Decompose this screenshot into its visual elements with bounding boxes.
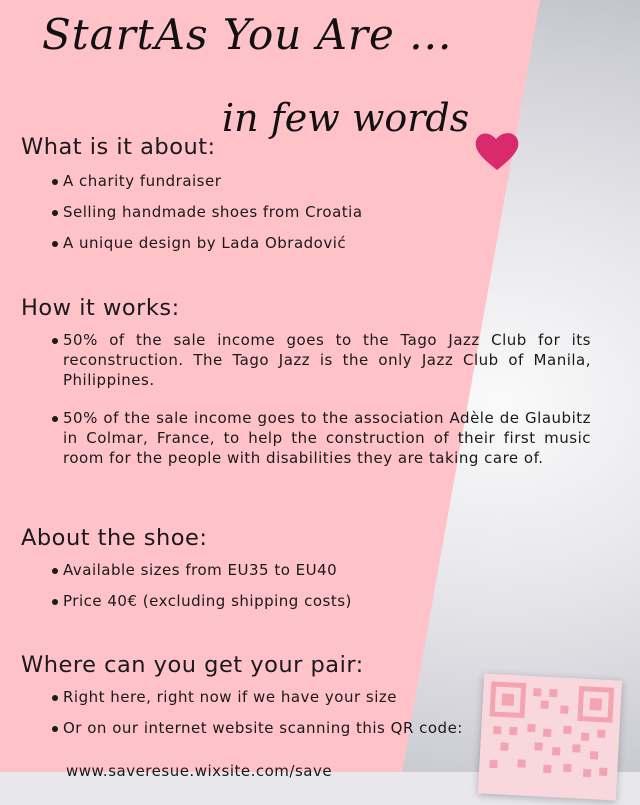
page-subtitle: in few words [222, 96, 470, 140]
bullet-list [21, 171, 591, 253]
list-item: Right here, right now if we have your size [21, 687, 591, 707]
section-heading: Where can you get your pair: [21, 652, 364, 678]
bullet-list [21, 560, 591, 611]
qr-code[interactable] [478, 673, 622, 800]
list-item: 50% of the sale income goes to the Tago Jazz Club for its reconstruction. The Tago Jazz is the only Jazz Club of Manila, Philippines. [21, 330, 591, 390]
qr-code-icon [478, 673, 622, 800]
list-item: Or on our internet website scanning this QR code: [21, 718, 591, 738]
section-how-it-works [21, 295, 591, 468]
list-item: A charity fundraiser [21, 171, 591, 191]
section-about-shoe [21, 525, 591, 622]
list-item: Available sizes from EU35 to EU40 [21, 560, 591, 580]
list-item: 50% of the sale income goes to the association Adèle de Glaubitz in Colmar, France, to help the construction of their first music room for the people with disabilities they are taking care of. [21, 408, 591, 468]
section-heading: How it works: [21, 295, 180, 321]
website-url[interactable]: www.saveresue.wixsite.com/save [66, 762, 333, 780]
section-heading: What is it about: [21, 134, 216, 160]
section-what-about [21, 134, 591, 264]
list-item: Price 40€ (excluding shipping costs) [21, 591, 591, 611]
list-item: A unique design by Lada Obradović [21, 233, 591, 253]
page-title: StartAs You Are ... [42, 10, 453, 59]
section-heading: About the shoe: [21, 525, 208, 551]
list-item: Selling handmade shoes from Croatia [21, 202, 591, 222]
bullet-list [21, 330, 591, 468]
